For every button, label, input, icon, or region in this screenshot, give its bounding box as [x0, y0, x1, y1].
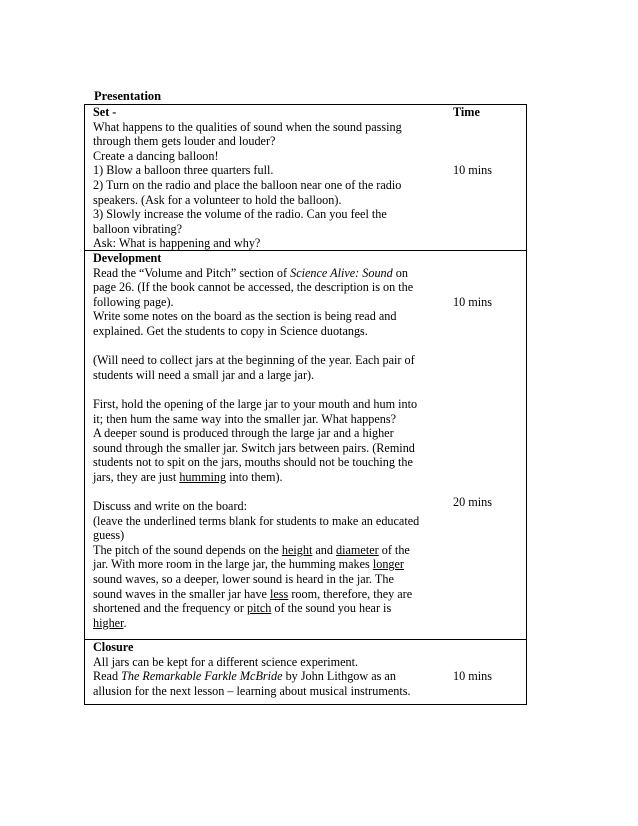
development-line: students not to spit on the jars, mouths should not be touching the: [93, 455, 413, 470]
set-line: 3) Slowly increase the volume of the radio. Can you feel the: [93, 207, 387, 222]
lesson-table: [84, 104, 527, 705]
development-line: it; then hum the same way into the smaller jar. What happens?: [93, 411, 397, 426]
set-line: speakers. (Ask for a volunteer to hold the balloon).: [93, 192, 342, 207]
set-line: 2) Turn on the radio and place the balloon near one of the radio: [93, 177, 402, 192]
underlined-term: less: [270, 586, 289, 601]
development-line: Read the “Volume and Pitch” section of Science Alive: Sound on: [93, 265, 408, 280]
underlined-term: humming: [179, 469, 227, 484]
development-line: shortened and the frequency or pitch of the sound you hear is: [93, 601, 392, 616]
development-line: higher.: [93, 615, 127, 630]
development-line: First, hold the opening of the large jar to your mouth and hum into: [93, 396, 418, 411]
set-row: [85, 105, 526, 250]
set-line: balloon vibrating?: [93, 221, 183, 236]
development-line: following page).: [93, 294, 174, 309]
development-line: (leave the underlined terms blank for students to make an educated: [93, 513, 420, 528]
development-line: guess): [93, 528, 125, 543]
underlined-term: pitch: [246, 601, 272, 616]
underlined-term: height: [281, 542, 313, 557]
underlined-term: longer: [372, 557, 404, 572]
book-title: The Remarkable Farkle McBride: [121, 669, 283, 684]
development-line: jars, they are just humming into them).: [93, 469, 283, 484]
page-title: Presentation: [94, 89, 162, 103]
development-line: Discuss and write on the board:: [93, 499, 248, 514]
development-time-2: 20 mins: [453, 495, 492, 509]
closure-heading: Closure: [93, 640, 134, 654]
set-line: Ask: What is happening and why?: [93, 236, 261, 251]
set-line: Create a dancing balloon!: [93, 148, 219, 163]
set-content: [85, 105, 440, 250]
set-heading: Set -: [93, 105, 117, 119]
set-line: 1) Blow a balloon three quarters full.: [93, 163, 274, 178]
time-header: Time: [453, 105, 480, 119]
development-line: sound waves, so a deeper, lower sound is heard in the jar. The: [93, 572, 394, 587]
development-line: students will need a small jar and a large jar).: [93, 367, 315, 382]
development-line: sound waves in the smaller jar have less room, therefore, they are: [93, 586, 413, 601]
closure-line: All jars can be kept for a different science experiment.: [93, 654, 359, 669]
development-line: explained. Get the students to copy in Science duotangs.: [93, 323, 368, 338]
set-line: What happens to the qualities of sound when the sound passing: [93, 119, 402, 134]
set-time: 10 mins: [453, 163, 492, 177]
development-row: [85, 250, 526, 639]
closure-line: allusion for the next lesson – learning about musical instruments.: [93, 683, 411, 698]
underlined-term: higher: [93, 615, 124, 630]
set-line: through them gets louder and louder?: [93, 134, 276, 149]
closure-row: [85, 639, 526, 704]
underlined-term: diameter: [336, 542, 379, 557]
development-content: [85, 251, 440, 639]
development-line: page 26. (If the book cannot be accessed, the description is on the: [93, 280, 414, 295]
development-line: The pitch of the sound depends on the height and diameter of the: [93, 542, 410, 557]
development-line: jar. With more room in the large jar, the humming makes longer: [93, 557, 404, 572]
development-line: sound through the smaller jar. Switch jars between pairs. (Remind: [93, 440, 415, 455]
closure-content: [85, 640, 440, 704]
development-line: A deeper sound is produced through the large jar and a higher: [93, 426, 394, 441]
book-title: Science Alive: Sound: [290, 265, 393, 280]
closure-line: Read The Remarkable Farkle McBride by John Lithgow as an: [93, 669, 396, 684]
development-line: Write some notes on the board as the section is being read and: [93, 309, 397, 324]
development-time-1: 10 mins: [453, 295, 492, 309]
development-line: (Will need to collect jars at the beginning of the year. Each pair of: [93, 353, 415, 368]
development-heading: Development: [93, 251, 162, 265]
closure-time: 10 mins: [453, 669, 492, 683]
